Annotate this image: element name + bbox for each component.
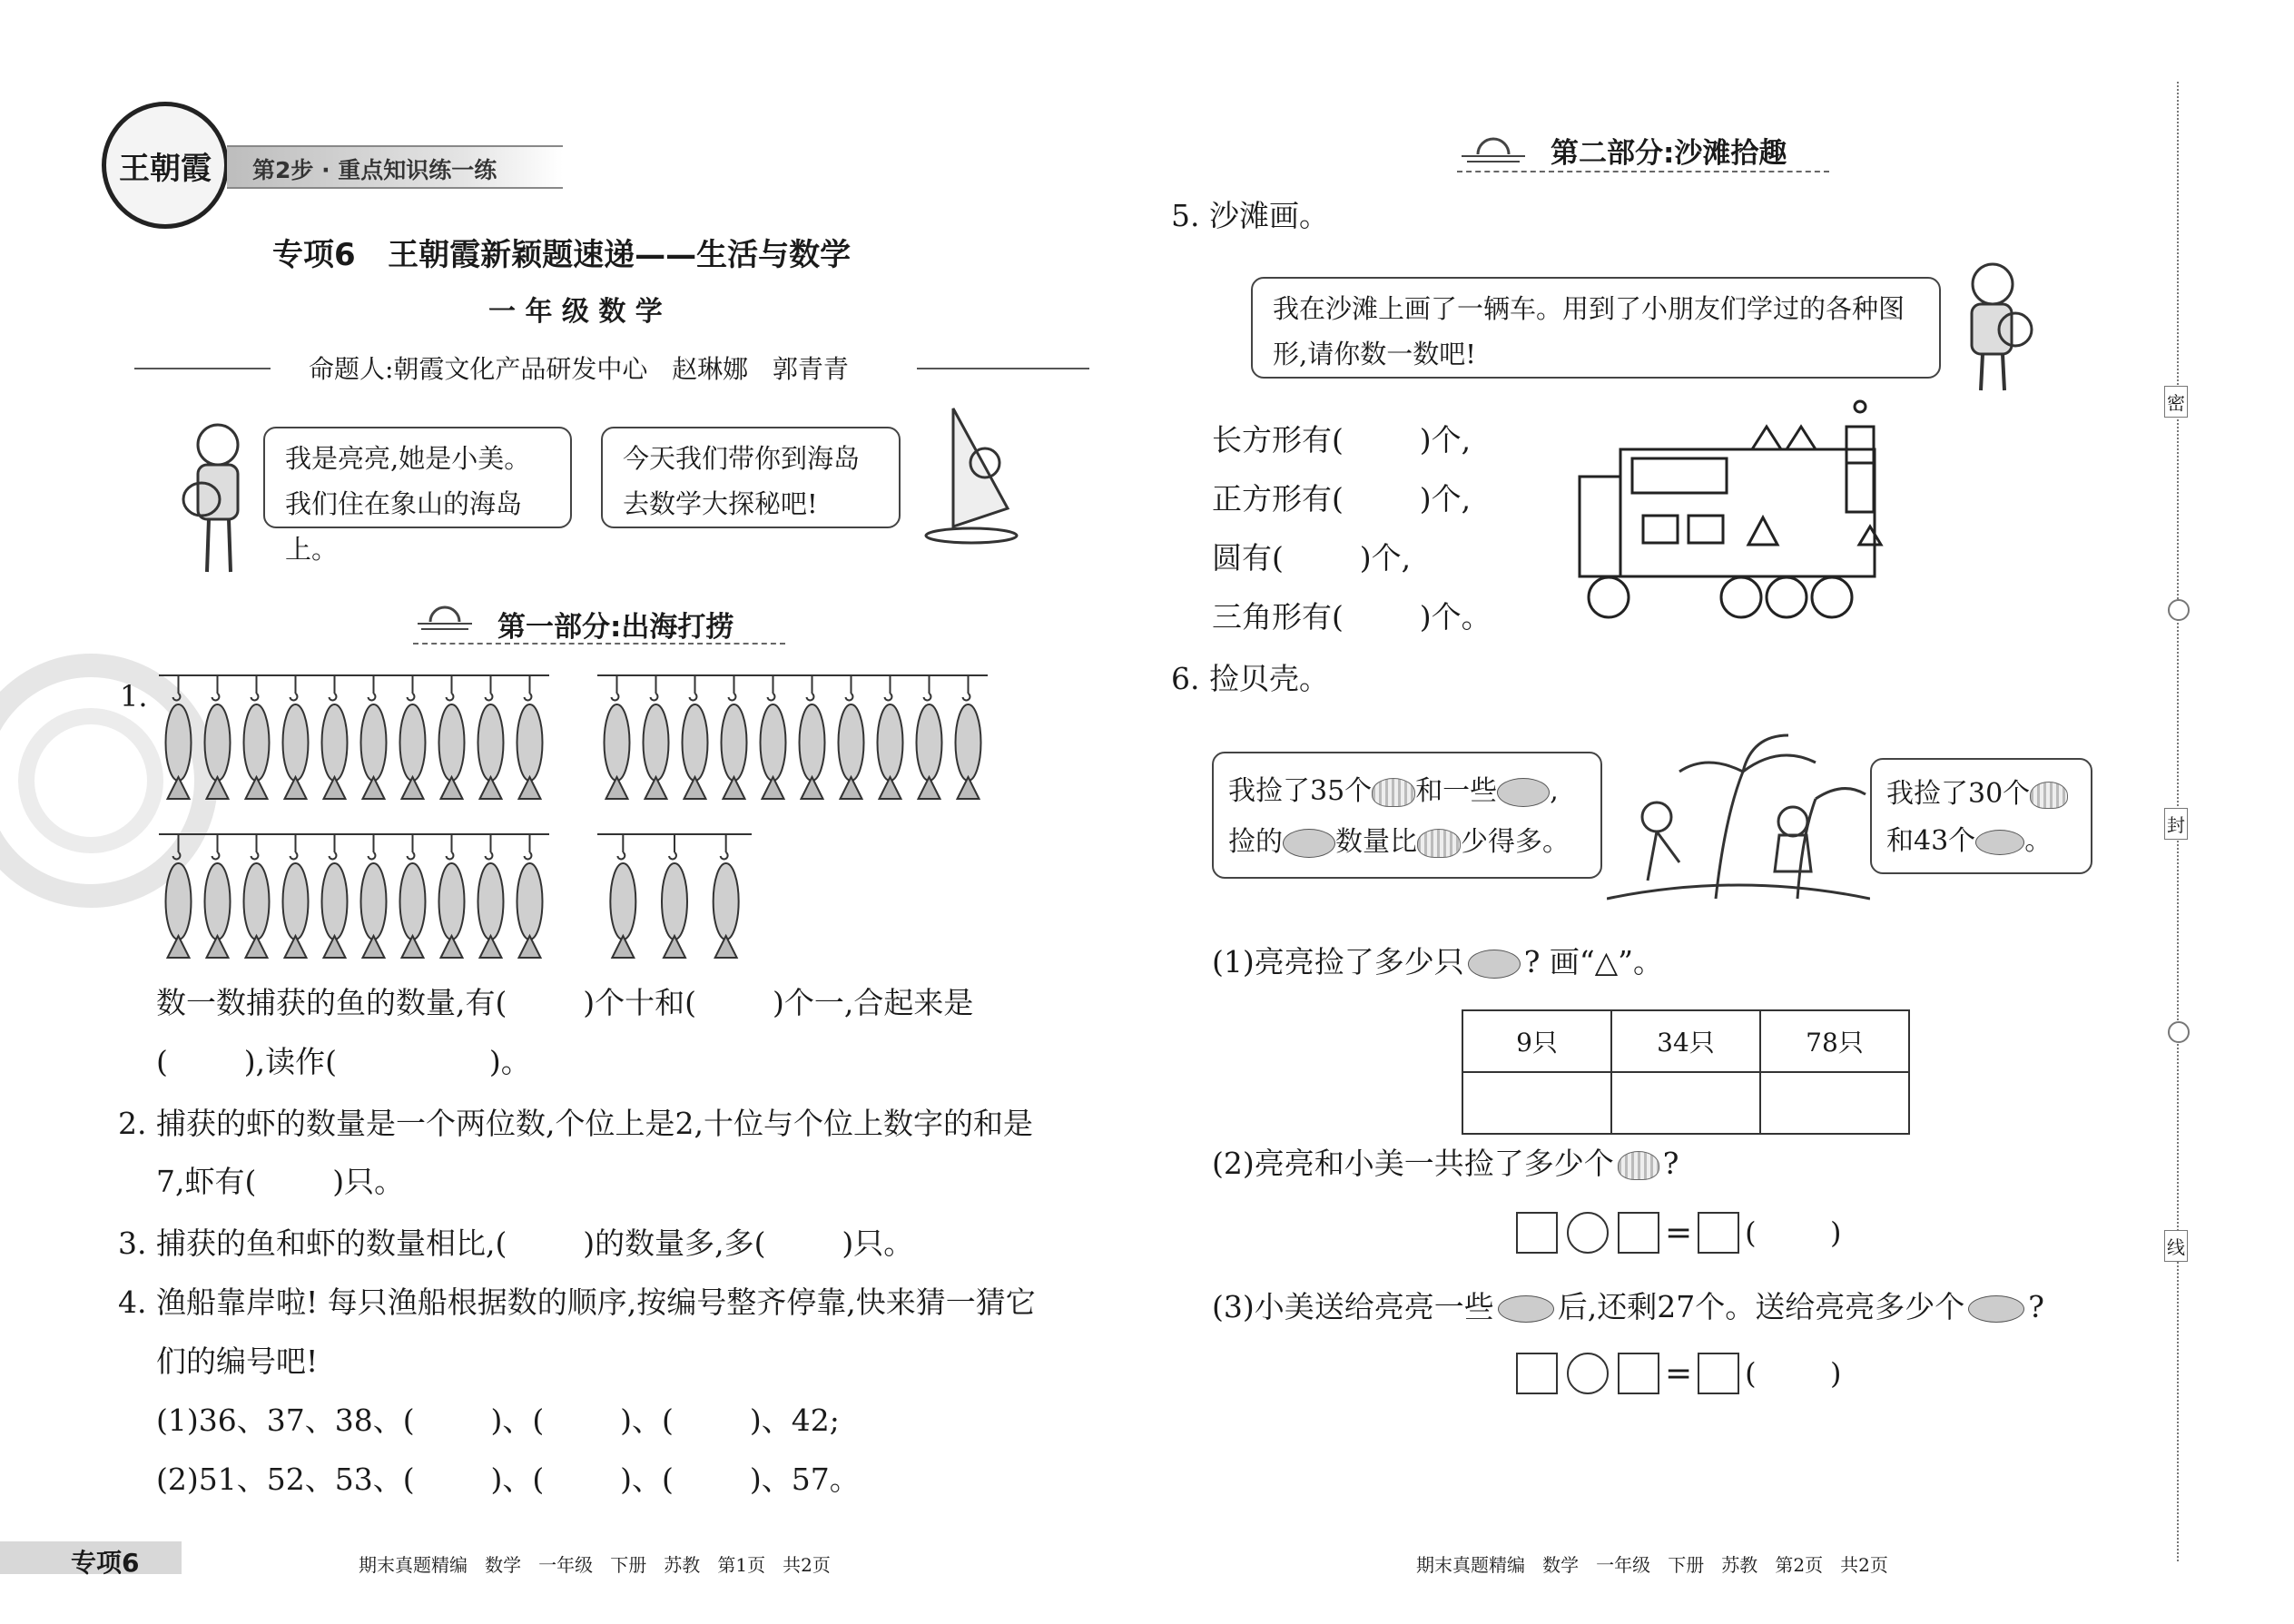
beach-scene-illustration — [1607, 717, 1870, 911]
crab-icon — [1283, 829, 1335, 858]
unit-blank[interactable]: ( ) — [1745, 1216, 1842, 1250]
margin-dot — [2168, 1021, 2190, 1043]
bubble-girl-line-2: 去数学大探秘吧! — [623, 488, 818, 519]
footer-tab: 专项6 — [71, 1548, 140, 1578]
fish-group-3 — [159, 831, 549, 967]
q6-sub-2 — [1212, 1146, 1679, 1182]
oyster-icon — [1498, 1295, 1554, 1323]
q1-line-2: ( ),读作( )。 — [156, 1044, 531, 1079]
shell-icon — [1372, 778, 1415, 807]
answer-box[interactable] — [1516, 1212, 1558, 1254]
margin-dot — [2168, 599, 2190, 621]
bubble-boy-line-1: 我是亮亮,她是小美。 — [285, 443, 531, 474]
q2-line-1: 2. 捕获的虾的数量是一个两位数,个位上是2,十位与个位上数字的和是 — [118, 1106, 1033, 1141]
unit-blank[interactable]: ( ) — [1745, 1356, 1842, 1391]
margin-label-mi: 密 — [2164, 386, 2188, 418]
sun-icon-2 — [1462, 127, 1525, 167]
section2-title: 第二部分:沙滩拾趣 — [1551, 137, 1787, 170]
crab-icon — [1468, 950, 1521, 979]
answer-box[interactable] — [1698, 1212, 1739, 1254]
girl-windsurf-illustration — [917, 399, 1026, 548]
crab-icon — [1497, 778, 1550, 807]
q2-line-2: 7,虾有( )只。 — [156, 1164, 405, 1199]
step-banner — [227, 145, 563, 189]
q6-bubble-boy-text-1: 我捡了35个 — [1228, 775, 1373, 807]
answer-box[interactable] — [1618, 1212, 1659, 1254]
q6-sub-1-text: (1)亮亮捡了多少只 — [1212, 944, 1464, 979]
brand-badge — [102, 102, 229, 229]
boy-illustration — [182, 418, 254, 585]
q5-blank-rect: 长方形有( )个, — [1212, 422, 1472, 458]
q5-bubble-line-1: 我在沙滩上画了一辆车。用到了小朋友们学过的各种图 — [1273, 293, 1905, 324]
fish-group-2 — [597, 672, 988, 808]
q6-bubble-boy-line-1 — [1228, 766, 1586, 817]
table-answer-cell[interactable] — [1462, 1072, 1611, 1134]
table-answer-cell[interactable] — [1760, 1072, 1909, 1134]
q5-speech-bubble — [1251, 277, 1941, 379]
q1-number: 1. — [120, 679, 148, 714]
q5-blank-triangle: 三角形有( )个。 — [1212, 599, 1492, 635]
q6-bubble-boy-text-3: , — [1550, 775, 1559, 807]
q6-sub-1-tail: ? 画“△”。 — [1523, 944, 1664, 979]
q4-sub-2: (2)51、52、53、( )、( )、( )、57。 — [156, 1462, 860, 1497]
q6-sub-3-tail: ? — [2028, 1289, 2044, 1324]
brand-badge-text: 王朝霞 — [119, 150, 212, 187]
table-header-78: 78只 — [1760, 1010, 1909, 1072]
q6-sub-2-text: (2)亮亮和小美一共捡了多少个 — [1212, 1146, 1614, 1181]
q6-sub-3-text: (3)小美送给亮亮一些 — [1212, 1289, 1494, 1324]
section1-underline — [413, 643, 785, 645]
answer-box[interactable] — [1618, 1353, 1659, 1394]
q6-bubble-boy-text-4: 捡的 — [1228, 826, 1283, 858]
q6-sub-3 — [1212, 1289, 2044, 1325]
operator-circle[interactable] — [1567, 1353, 1609, 1394]
bubble-boy-line-2: 我们住在象山的海岛上。 — [285, 488, 523, 565]
answer-box[interactable] — [1516, 1353, 1558, 1394]
fish-group-4 — [597, 831, 752, 967]
authors-rule-left — [134, 368, 271, 369]
table-header-34: 34只 — [1611, 1010, 1760, 1072]
q6-bubble-girl-text-3: 。 — [2024, 825, 2053, 857]
train-drawing — [1570, 399, 1897, 625]
table-header-9: 9只 — [1462, 1010, 1611, 1072]
q6-sub-2-equation — [1516, 1212, 1842, 1254]
section2-underline — [1457, 171, 1829, 172]
authors-rule-right — [917, 368, 1089, 369]
q6-speech-bubble-girl — [1870, 758, 2092, 874]
q4-line-2: 们的编号吧! — [156, 1343, 319, 1379]
oyster-icon — [1975, 830, 2024, 855]
authors-line: 命题人:朝霞文化产品研发中心 赵琳娜 郭青青 — [309, 354, 849, 384]
q5-bubble-line-2: 形,请你数一数吧! — [1273, 339, 1476, 369]
q6-bubble-boy-line-2 — [1228, 817, 1586, 868]
q6-sub-2-tail: ? — [1662, 1146, 1679, 1181]
answer-box[interactable] — [1698, 1353, 1739, 1394]
section1-title: 第一部分:出海打捞 — [497, 611, 734, 644]
footer-left: 期末真题精编 数学 一年级 下册 苏教 第1页 共2页 — [359, 1554, 831, 1576]
speech-bubble-girl — [601, 427, 901, 528]
q6-sub-1 — [1212, 944, 1663, 980]
q6-bubble-girl-line-2 — [1886, 818, 2076, 865]
q6-bubble-boy-text-2: 和一些 — [1415, 775, 1498, 807]
oyster-icon — [1968, 1295, 2024, 1323]
q4-line-1: 4. 渔船靠岸啦! 每只渔船根据数的顺序,按编号整齐停靠,快来猜一猜它 — [118, 1284, 1036, 1320]
equals-sign: = — [1665, 1354, 1693, 1393]
fish-group-1 — [159, 672, 549, 808]
q6-bubble-girl-text-2: 和43个 — [1886, 825, 1976, 857]
q6-sub-3-mid: 后,还剩27个。送给亮亮多少个 — [1557, 1289, 1965, 1324]
q3: 3. 捕获的鱼和虾的数量相比,( )的数量多,多( )只。 — [118, 1225, 914, 1261]
q6-bubble-girl-text-1: 我捡了30个 — [1886, 778, 2031, 810]
shell-icon — [1618, 1151, 1659, 1180]
table-answer-cell[interactable] — [1611, 1072, 1760, 1134]
q1-line-1: 数一数捕获的鱼的数量,有( )个十和( )个一,合起来是 — [156, 985, 974, 1020]
watermark-seal-inner — [18, 708, 163, 853]
footer-right: 期末真题精编 数学 一年级 下册 苏教 第2页 共2页 — [1416, 1554, 1888, 1576]
sun-icon — [418, 595, 472, 635]
q5-blank-circle: 圆有( )个, — [1212, 540, 1412, 576]
q6-bubble-girl-line-1 — [1886, 771, 2076, 818]
shell-icon — [1417, 829, 1461, 858]
q5-blank-square: 正方形有( )个, — [1212, 481, 1472, 517]
page-title: 专项6 王朝霞新颖题速递——生活与数学 — [272, 237, 852, 273]
step-banner-text: 第2步 · 重点知识练一练 — [252, 157, 497, 183]
bubble-girl-line-1: 今天我们带你到海岛 — [623, 443, 861, 474]
operator-circle[interactable] — [1567, 1212, 1609, 1254]
page-subtitle: 一 年 级 数 学 — [488, 296, 663, 328]
q6-title: 6. 捡贝壳。 — [1171, 661, 1329, 696]
boy-illustration-2 — [1952, 259, 2033, 399]
q4-sub-1: (1)36、37、38、( )、( )、( )、42; — [156, 1403, 840, 1438]
margin-label-xian: 线 — [2164, 1230, 2188, 1262]
q6-bubble-boy-text-5: 数量比 — [1335, 826, 1417, 858]
q6-speech-bubble-boy — [1212, 752, 1602, 879]
q6-sub-3-equation — [1516, 1353, 1842, 1394]
speech-bubble-boy — [263, 427, 572, 565]
q5-title: 5. 沙滩画。 — [1171, 198, 1329, 233]
q6-bubble-boy-text-6: 少得多。 — [1461, 826, 1570, 858]
q6-answer-table — [1462, 1009, 1910, 1135]
margin-label-feng: 封 — [2164, 808, 2188, 840]
shell-icon — [2030, 782, 2068, 809]
equals-sign: = — [1665, 1214, 1693, 1252]
